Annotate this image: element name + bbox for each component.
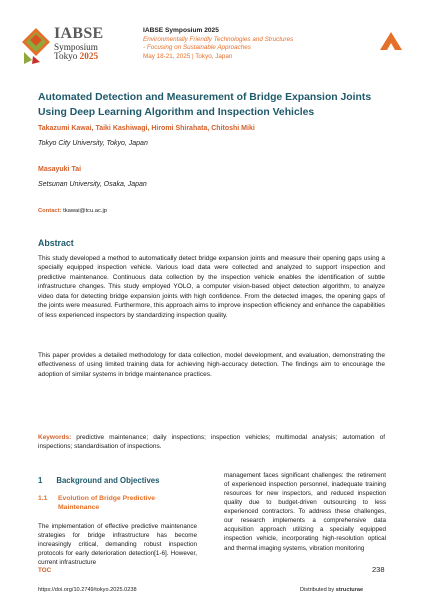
section-1-heading (38, 476, 159, 485)
author-list-2: Masayuki Tai (38, 166, 82, 173)
subsection-1-1-heading (38, 494, 198, 512)
conference-date: May 18-21, 2025 | Tokyo, Japan (143, 52, 233, 60)
subsection-title-line2: Maintenance (58, 504, 100, 512)
paper-title: Automated Detection and Measurement of Bridge Expansion Joints Using Deep Learning Algorithm and Inspection Vehicles (38, 92, 372, 118)
subsection-number: 1.1 (38, 495, 48, 502)
iabse-logo (20, 24, 120, 68)
conference-title: IABSE Symposium 2025 (143, 27, 219, 34)
publisher-triangle-icon (378, 30, 404, 52)
contact-email[interactable]: tkawai@tcu.ac.jp (61, 208, 108, 214)
keywords-list: predictive maintenance; daily inspections; inspection vehicles; multimodal analysis; automation of inspections; standardisation of inspections. (38, 434, 385, 451)
author-list-1: Takazumi Kawai, Taiki Kashiwagi, Hiromi Shirahata, Chitoshi Miki (38, 125, 255, 132)
distributor (300, 587, 363, 593)
affiliation-2: Setsunan University, Osaka, Japan (38, 181, 147, 188)
page-number: 238 (372, 565, 385, 574)
abstract-paragraph-2: This paper provides a detailed methodology for data collection, model development, and evaluation, demonstrating the effectiveness of using limited training data for achieving high-accuracy detection. The findings aim to encourage the adoption of similar systems in bridge maintenance practices. (38, 352, 385, 378)
subsection-title-line1: Evolution of Bridge Predictive (58, 495, 156, 502)
page-header (20, 24, 404, 68)
distributed-by-label: Distributed by (300, 587, 336, 593)
keywords (38, 433, 385, 452)
keywords-label: Keywords: (38, 434, 72, 441)
contact-line (38, 208, 107, 214)
iabse-leaf-icon (20, 26, 52, 64)
body-column-right: management faces significant challenges: the retirement of experienced inspection personnel, inadequate training resources for new inspectors, and reduced inspection quality due to budget-driven outsourcing to less experienced contractors. To address these challenges, our research implements a comprehensive data acquisition approach utilizing a specially equipped inspection vehicle, incorporating high-resolution optical and thermal imaging systems, vibration monitoring (224, 472, 386, 552)
logo-location: Tokyo 2025 (54, 51, 99, 62)
body-column-left: The implementation of effective predictive maintenance strategies for bridge infrastructure has become increasingly critical, demanding robust inspection protocols for early deterioration detection[1-6]. However, current infrastructure (38, 523, 197, 567)
section-1-number: 1 (38, 476, 43, 485)
logo-title: IABSE (54, 25, 104, 42)
conference-theme-1: Environmentally Friendly Technologies and Structures (143, 35, 294, 43)
logo-subtitle: Symposium (54, 42, 98, 52)
doi-link[interactable]: https://doi.org/10.2749/tokyo.2025.0238 (38, 587, 137, 593)
affiliation-1: Tokyo City University, Tokyo, Japan (38, 140, 148, 147)
conference-theme-2: - Focusing on Sustainable Approaches (143, 44, 251, 52)
toc-link[interactable]: TOC (38, 567, 52, 574)
logo-year: 2025 (79, 51, 99, 62)
section-1-title: Background and Objectives (56, 476, 160, 485)
abstract-heading: Abstract (38, 238, 74, 248)
contact-label: Contact: (38, 208, 62, 214)
abstract-paragraph-1: This study developed a method to automatically detect bridge expansion joints and measure their opening gaps using a specially equipped inspection vehicle. Various load data were collected and analyzed to support inspection and predictive maintenance. Continuous data collection by the inspection vehicle enables the identification of subtle infrastructure changes. This study employed YOLO, a computer vision-based object detection algorithm, to analyze video data for detecting bridge expansion joints with high confidence. From the detected images, the opening gaps of the joints were measured. Furthermore, this approach aims to improve inspection efficiency and enhance the capabilities of less experienced inspectors by standardizing inspection quality. (38, 255, 385, 319)
structurae-logo[interactable]: structurae (335, 587, 364, 593)
conference-info (143, 27, 293, 61)
